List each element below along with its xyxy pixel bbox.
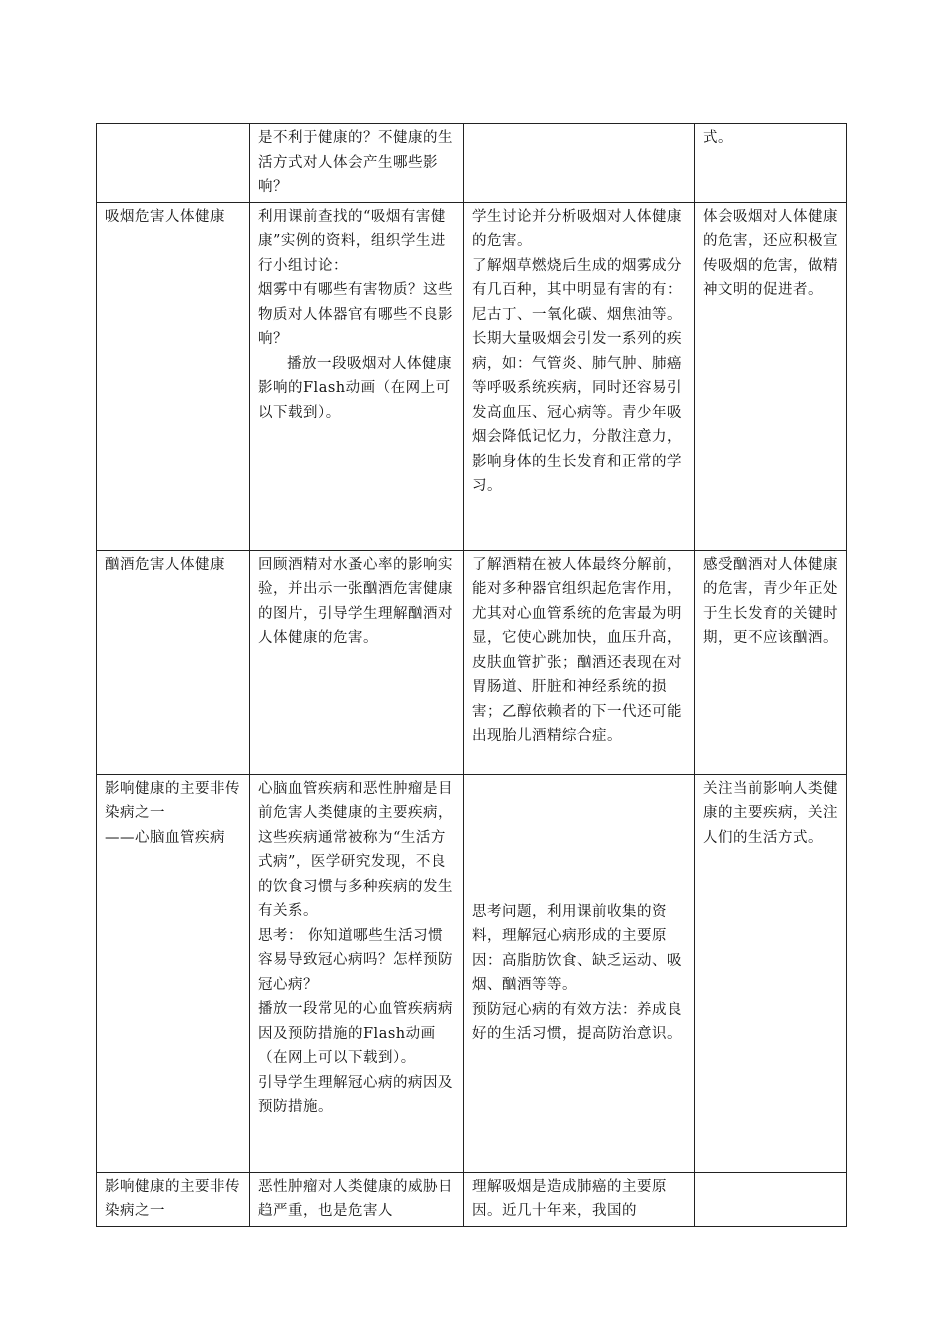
cell-text: 回顾酒精对水蚤心率的影响实验，并出示一张酗酒危害健康的图片，引导学生理解酗酒对人体健康的危害。: [258, 556, 453, 646]
cell-text: 烟雾中有哪些有害物质？这些物质对人体器官有哪些不良影响？: [258, 282, 453, 347]
topic-cell: [97, 550, 250, 774]
topic-cell: [97, 124, 250, 203]
teacher-activity-cell: [250, 774, 464, 1172]
topic-subtitle: ——心脑血管疾病: [105, 829, 225, 846]
topic-cell: [97, 202, 250, 550]
student-activity-cell: [464, 550, 695, 774]
table-row: [97, 1172, 847, 1226]
student-activity-cell: [464, 774, 695, 1172]
cell-text: 思考问题，利用课前收集的资料，理解冠心病形成的主要原因：高脂肪饮食、缺乏运动、吸烟、酗酒等等。: [472, 903, 682, 993]
goal-cell: [695, 550, 847, 774]
table-row: [97, 202, 847, 550]
topic-cell: [97, 1172, 250, 1226]
goal-cell: [695, 202, 847, 550]
table-row: [97, 774, 847, 1172]
student-activity-cell: [464, 1172, 695, 1226]
topic-title: 吸烟危害人体健康: [105, 208, 225, 225]
cell-text: 式。: [703, 130, 733, 146]
cell-text: 预防冠心病的有效方法：养成良好的生活习惯，提高防治意识。: [472, 1001, 682, 1042]
cell-text: 思考： 你知道哪些生活习惯容易导致冠心病吗？怎样预防冠心病？: [258, 927, 453, 993]
cell-text: 利用课前查找的“吸烟有害健康”实例的资料，组织学生进行小组讨论：: [258, 208, 446, 274]
topic-title: 酗酒危害人体健康: [105, 556, 225, 573]
table-row: [97, 124, 847, 203]
cell-text: 了解酒精在被人体最终分解前，能对多种器官组织起危害作用，尤其对心血管系统的危害最为明显，它使心跳加快，血压升高，皮肤血管扩张；酗酒还表现在对胃肠道、肝脏和神经系统的损害；乙醇依赖者的下一代还可能出现胎儿酒精综合症。: [472, 556, 682, 744]
cell-text: 学生讨论并分析吸烟对人体健康的危害。: [472, 208, 682, 249]
table-row: [97, 550, 847, 774]
topic-cell: [97, 774, 250, 1172]
teacher-activity-cell: [250, 1172, 464, 1226]
topic-title: 影响健康的主要非传染病之一: [105, 1178, 240, 1219]
goal-cell: [695, 774, 847, 1172]
cell-text: 长期大量吸烟会引发一系列的疾病，如：气管炎、肺气肿、肺癌等呼吸系统疾病，同时还容易引发高血压、冠心病等。青少年吸烟会降低记忆力，分散注意力，影响身体的生长发育和正常的学习。: [472, 331, 682, 494]
teacher-activity-cell: [250, 202, 464, 550]
lesson-plan-table: [96, 123, 847, 1227]
teacher-activity-cell: [250, 124, 464, 203]
cell-text: 体会吸烟对人体健康的危害，还应积极宣传吸烟的危害，做精神文明的促进者。: [703, 208, 838, 298]
cell-text: 感受酗酒对人体健康的危害，青少年正处于生长发育的关键时期，更不应该酗酒。: [703, 556, 838, 646]
goal-cell: [695, 124, 847, 203]
cell-text: 播放一段常见的心血管疾病病因及预防措施的Flash动画（在网上可以下载到）。: [258, 1001, 453, 1066]
cell-text: 是不利于健康的？不健康的生活方式对人体会产生哪些影响？: [258, 130, 453, 195]
cell-text: 关注当前影响人类健康的主要疾病，关注人们的生活方式。: [703, 780, 838, 846]
cell-text: 理解吸烟是造成肺癌的主要原因。近几十年来，我国的: [472, 1178, 667, 1219]
cell-text: 心脑血管疾病和恶性肿瘤是目前危害人类健康的主要疾病，这些疾病通常被称为“生活方式病”，医学研究发现，不良的饮食习惯与多种疾病的发生有关系。: [258, 780, 453, 919]
topic-title: 影响健康的主要非传染病之一: [105, 780, 240, 821]
student-activity-cell: [464, 124, 695, 203]
teacher-activity-cell: [250, 550, 464, 774]
student-activity-cell: [464, 202, 695, 550]
cell-text: 播放一段吸烟对人体健康影响的Flash动画（在网上可以下载到）。: [258, 355, 452, 421]
cell-text: 引导学生理解冠心病的病因及预防措施。: [258, 1074, 453, 1115]
cell-text: 了解烟草燃烧后生成的烟雾成分有几百种，其中明显有害的有：尼古丁、一氧化碳、烟焦油等。: [472, 257, 682, 323]
cell-text: 恶性肿瘤对人类健康的威胁日趋严重，也是危害人: [258, 1178, 453, 1219]
goal-cell: [695, 1172, 847, 1226]
